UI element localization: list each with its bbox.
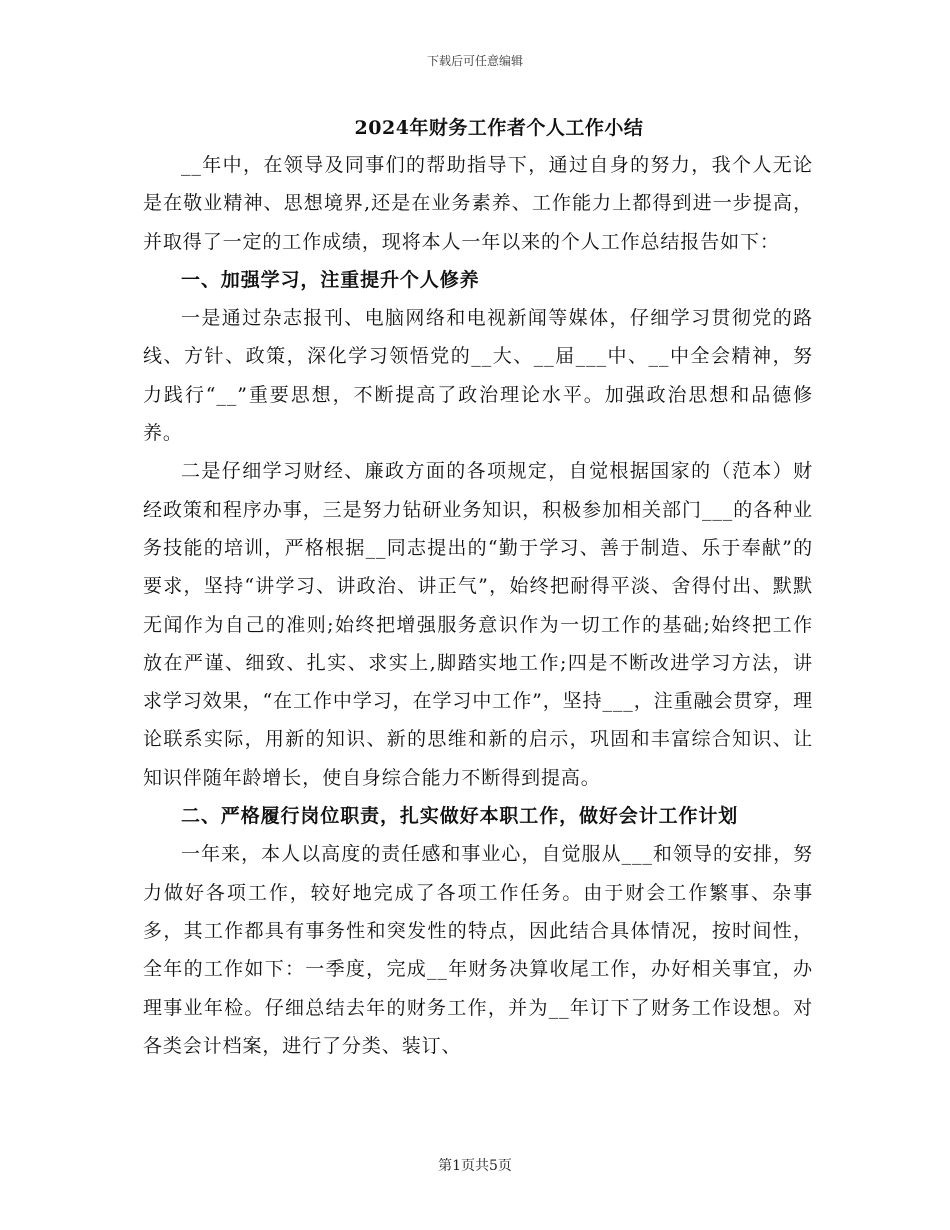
page-header-note: 下载后可任意编辑 <box>426 54 523 68</box>
intro-paragraph: __年中，在领导及同事们的帮助指导下，通过自身的努力，我个人无论是在敬业精神、思想境界,还是在业务素养、工作能力上都得到进一步提高，并取得了一定的工作成绩，现将本人一年以来的个人工作总结报告如下： <box>143 154 813 253</box>
page-number-indicator: 第1页共5页 <box>438 1158 512 1174</box>
section-2-heading: 二、严格履行岗位职责，扎实做好本职工作，做好会计工作计划 <box>181 805 739 828</box>
section-1-paragraph-1: 一是通过杂志报刊、电脑网络和电视新闻等媒体，仔细学习贯彻党的路线、方针、政策，深化学习领悟党的__大、__届___中、__中全会精神，努力践行“__”重要思想，不断提高了政治理论水平。加强政治思想和品德修养。 <box>143 307 813 445</box>
document-body <box>143 146 813 1065</box>
document-title: 2024年财务工作者个人工作小结 <box>354 117 644 139</box>
section-1-heading: 一、加强学习，注重提升个人修养 <box>181 268 480 291</box>
section-1-paragraph-2: 二是仔细学习财经、廉政方面的各项规定，自觉根据国家的（范本）财经政策和程序办事，三是努力钻研业务知识，积极参加相关部门___的各种业务技能的培训，严格根据__同志提出的“勤于学习、善于制造、乐于奉献”的要求，坚持“讲学习、讲政治、讲正气”，始终把耐得平淡、舍得付出、默默无闻作为自己的准则;始终把增强服务意识作为一切工作的基础;始终把工作放在严谨、细致、扎实、求实上,脚踏实地工作;四是不断改进学习方法，讲求学习效果，“在工作中学习，在学习中工作”，坚持___，注重融会贯穿，理论联系实际，用新的知识、新的思维和新的启示，巩固和丰富综合知识、让知识伴随年龄增长，使自身综合能力不断得到提高。 <box>143 460 813 789</box>
section-2-paragraph-1: 一年来，本人以高度的责任感和事业心，自觉服从___和领导的安排，努力做好各项工作，较好地完成了各项工作任务。由于财会工作繁事、杂事多，其工作都具有事务性和突发性的特点，因此结合具体情况，按时间性，全年的工作如下：一季度，完成__年财务决算收尾工作，办好相关事宜，办理事业年检。仔细总结去年的财务工作，并为__年订下了财务工作设想。对各类会计档案，进行了分类、装订、 <box>143 843 813 1057</box>
